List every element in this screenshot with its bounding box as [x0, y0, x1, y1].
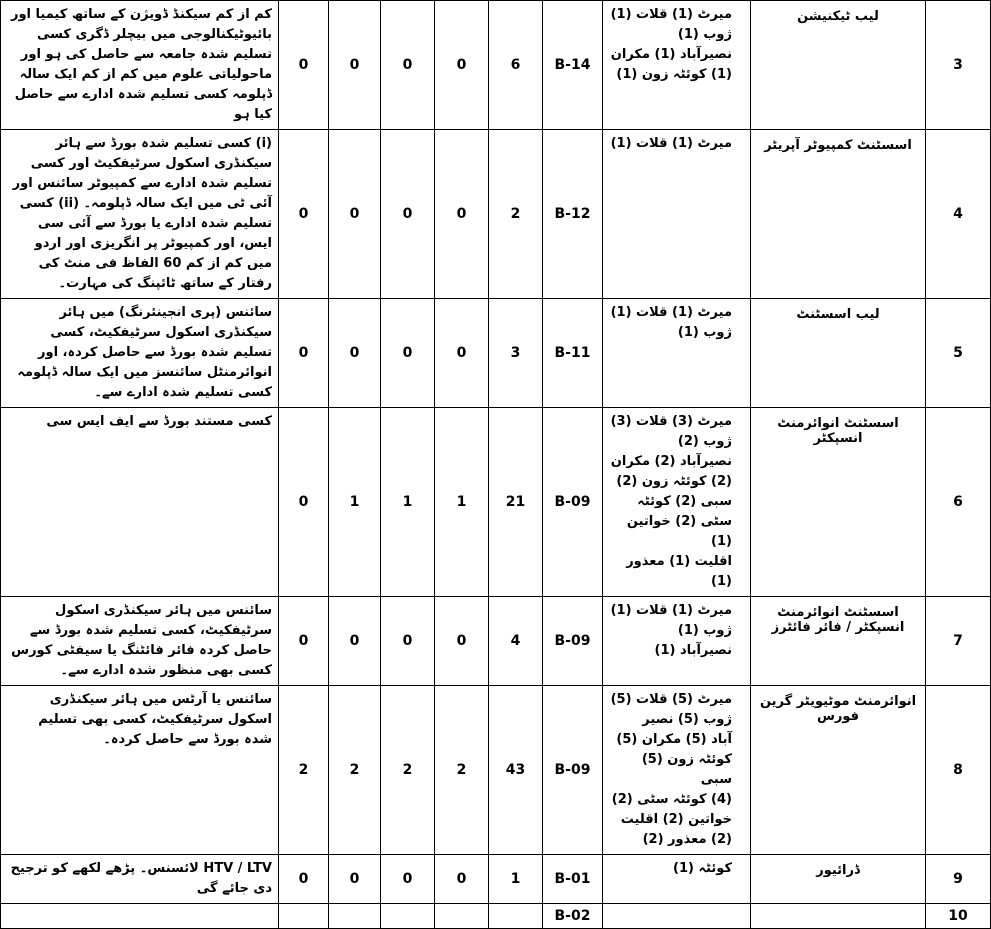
post-name-cell: ڈرائیور: [751, 855, 926, 904]
quota-count-4-cell: 1: [435, 408, 489, 597]
quota-count-3-cell: 2: [381, 686, 435, 855]
quota-count-2-cell: 1: [329, 408, 381, 597]
quota-count-2-cell: 0: [329, 597, 381, 686]
total-posts-cell: [489, 904, 543, 929]
qualification-cell: سائنس (پری انجینئرنگ) میں ہائر سیکنڈری اسکول سرٹیفکیٹ، کسی تسلیم شدہ بورڈ سے حاصل کردہ، اور انوائرمنٹل سائنسز میں ایک سالہ ڈپلومہ کسی تسلیم شدہ ادارے سے۔: [1, 299, 279, 408]
qualification-cell: سائنس یا آرٹس میں ہائر سیکنڈری اسکول سرٹیفکیٹ، کسی بھی تسلیم شدہ بورڈ سے حاصل کردہ۔: [1, 686, 279, 855]
scale-cell: B-14: [543, 1, 603, 130]
serial-number-cell: 10: [926, 904, 991, 929]
quota-count-1-cell: 0: [279, 597, 329, 686]
qualification-cell: کسی مستند بورڈ سے ایف ایس سی: [1, 408, 279, 597]
table-row: [1, 1, 991, 130]
serial-number-cell: 9: [926, 855, 991, 904]
quota-count-1-cell: 0: [279, 408, 329, 597]
quota-count-4-cell: 2: [435, 686, 489, 855]
quota-count-1-cell: [279, 904, 329, 929]
quota-count-1-cell: 0: [279, 130, 329, 299]
quota-count-3-cell: 0: [381, 1, 435, 130]
post-name-cell: انوائرمنٹ موٹیویٹر گرین فورس: [751, 686, 926, 855]
table-row: [1, 904, 991, 929]
post-name-cell: لیب اسسٹنٹ: [751, 299, 926, 408]
quota-count-3-cell: 0: [381, 130, 435, 299]
serial-number-cell: 5: [926, 299, 991, 408]
total-posts-cell: 3: [489, 299, 543, 408]
table-row: [1, 408, 991, 597]
table-row: [1, 597, 991, 686]
scale-cell: B-02: [543, 904, 603, 929]
quota-count-3-cell: 0: [381, 299, 435, 408]
scale-cell: B-01: [543, 855, 603, 904]
table-row: [1, 855, 991, 904]
quota-count-1-cell: 0: [279, 299, 329, 408]
qualification-cell: [1, 904, 279, 929]
total-posts-cell: 2: [489, 130, 543, 299]
scale-cell: B-09: [543, 408, 603, 597]
scale-cell: B-09: [543, 597, 603, 686]
table-row: [1, 686, 991, 855]
quota-count-2-cell: 0: [329, 299, 381, 408]
quota-count-3-cell: 0: [381, 597, 435, 686]
distribution-cell: میرٹ (1) قلات (1): [603, 130, 751, 299]
qualification-cell: (i) کسی تسلیم شدہ بورڈ سے ہائر سیکنڈری اسکول سرٹیفکیٹ اور کسی تسلیم شدہ ادارے سے کمپیوٹر سائنس اور آئی ٹی میں ایک سالہ ڈپلومہ۔ (ii) کسی تسلیم شدہ ادارے یا بورڈ سے آئی سی ایس، اور کمپیوٹر پر انگریزی اور اردو میں کم از کم 60 الفاظ فی منٹ کی رفتار کے ساتھ ٹائپنگ کی مہارت۔: [1, 130, 279, 299]
scale-cell: B-11: [543, 299, 603, 408]
quota-count-2-cell: 0: [329, 130, 381, 299]
post-name-cell: اسسٹنٹ انوائرمنٹ انسپکٹر / فائر فائٹرز: [751, 597, 926, 686]
total-posts-cell: 43: [489, 686, 543, 855]
quota-count-4-cell: 0: [435, 597, 489, 686]
quota-count-3-cell: 0: [381, 855, 435, 904]
quota-count-1-cell: 0: [279, 1, 329, 130]
serial-number-cell: 7: [926, 597, 991, 686]
serial-number-cell: 4: [926, 130, 991, 299]
distribution-cell: [603, 904, 751, 929]
quota-count-3-cell: 1: [381, 408, 435, 597]
scale-cell: B-12: [543, 130, 603, 299]
quota-count-4-cell: 0: [435, 855, 489, 904]
quota-count-4-cell: [435, 904, 489, 929]
distribution-cell: کوئٹہ (1): [603, 855, 751, 904]
distribution-cell: میرٹ (1) قلات (1) ژوب (1): [603, 299, 751, 408]
quota-count-1-cell: 2: [279, 686, 329, 855]
quota-count-4-cell: 0: [435, 1, 489, 130]
qualification-cell: HTV / LTV لائسنس۔ پڑھے لکھے کو ترجیح دی جائے گی: [1, 855, 279, 904]
qualification-cell: سائنس میں ہائر سیکنڈری اسکول سرٹیفکیٹ، کسی تسلیم شدہ بورڈ سے حاصل کردہ فائر فائٹنگ یا سیفٹی کورس کسی بھی منظور شدہ ادارے سے۔: [1, 597, 279, 686]
quota-count-4-cell: 0: [435, 299, 489, 408]
total-posts-cell: 1: [489, 855, 543, 904]
serial-number-cell: 8: [926, 686, 991, 855]
scale-cell: B-09: [543, 686, 603, 855]
quota-count-3-cell: [381, 904, 435, 929]
post-name-cell: لیب ٹیکنیشن: [751, 1, 926, 130]
quota-count-2-cell: 0: [329, 1, 381, 130]
table-row: [1, 130, 991, 299]
post-name-cell: اسسٹنٹ کمپیوٹر آپریٹر: [751, 130, 926, 299]
distribution-cell: میرٹ (3) قلات (3) ژوب (2) نصیرآباد (2) مکران (2) کوئٹہ زون (2) سبی (2) کوئٹہ سٹی (2) خواتین (1) اقلیت (1) معذور (1): [603, 408, 751, 597]
total-posts-cell: 21: [489, 408, 543, 597]
qualification-cell: کم از کم سیکنڈ ڈویژن کے ساتھ کیمیا اور بائیوٹیکنالوجی میں بیچلر ڈگری کسی تسلیم شدہ جامعہ سے حاصل کی ہو اور ماحولیاتی علوم میں کم از کم ایک سالہ ڈپلومہ کسی تسلیم شدہ ادارے سے حاصل کیا ہو: [1, 1, 279, 130]
distribution-cell: میرٹ (1) قلات (1) ژوب (1) نصیرآباد (1) مکران (1) کوئٹہ زون (1): [603, 1, 751, 130]
serial-number-cell: 6: [926, 408, 991, 597]
quota-count-2-cell: [329, 904, 381, 929]
table-row: [1, 299, 991, 408]
post-name-cell: [751, 904, 926, 929]
quota-count-4-cell: 0: [435, 130, 489, 299]
total-posts-cell: 6: [489, 1, 543, 130]
distribution-cell: میرٹ (5) قلات (5) ژوب (5) نصیر آباد (5) مکران (5) کوئٹہ زون (5) سبی (4) کوئٹہ سٹی (2) خواتین (2) اقلیت (2) معذور (2): [603, 686, 751, 855]
total-posts-cell: 4: [489, 597, 543, 686]
post-name-cell: اسسٹنٹ انوائرمنٹ انسپکٹر: [751, 408, 926, 597]
quota-count-1-cell: 0: [279, 855, 329, 904]
distribution-cell: میرٹ (1) قلات (1) ژوب (1) نصیرآباد (1): [603, 597, 751, 686]
serial-number-cell: 3: [926, 1, 991, 130]
quota-count-2-cell: 2: [329, 686, 381, 855]
quota-count-2-cell: 0: [329, 855, 381, 904]
